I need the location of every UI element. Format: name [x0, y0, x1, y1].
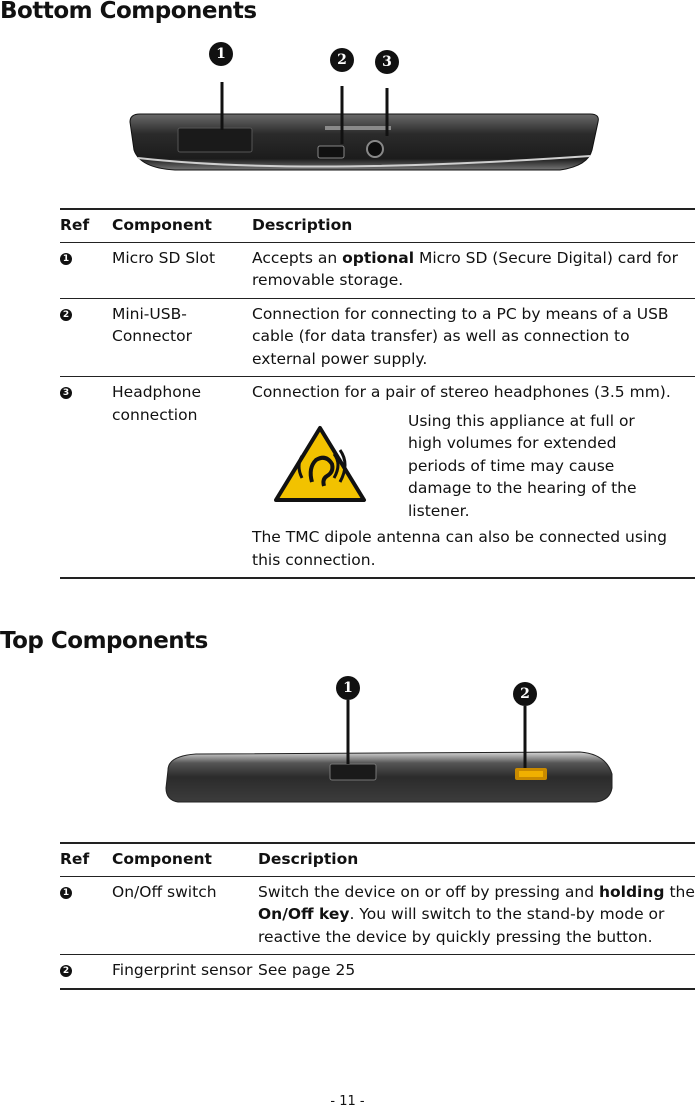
component-name: On/Off switch	[112, 876, 258, 955]
ref-number: 3	[60, 387, 72, 399]
ref-number: 1	[60, 887, 72, 899]
device-bottom-illustration	[0, 40, 695, 200]
header-description: Description	[252, 209, 695, 242]
bottom-components-table	[60, 208, 695, 579]
section-title-top: Top Components	[0, 628, 208, 654]
callout-2: 2	[513, 682, 537, 706]
component-name: Micro SD Slot	[112, 242, 252, 298]
component-description: Connection for a pair of stereo headphones (3.5 mm). Using this appliance at full or high volumes for extended periods of time may cause damage to the hearing of the listener. The TMC dipole antenna can also be connected using this connection.	[252, 377, 695, 579]
callout-2: 2	[330, 48, 354, 72]
table-header-row	[60, 209, 695, 242]
header-ref: Ref	[60, 209, 112, 242]
header-description: Description	[258, 843, 695, 876]
header-ref: Ref	[60, 843, 112, 876]
component-description: Connection for connecting to a PC by means of a USB cable (for data transfer) as well as connection to external power supply.	[252, 298, 695, 377]
device-top-figure	[0, 670, 695, 820]
warning-text: Using this appliance at full or high volumes for extended periods of time may cause damage to the hearing of the listener.	[408, 411, 637, 520]
ref-number: 2	[60, 309, 72, 321]
component-name: Mini-USB-Connector	[112, 298, 252, 377]
callout-3: 3	[375, 50, 399, 74]
table-row	[60, 242, 695, 298]
page-number: - 11 -	[330, 1094, 365, 1109]
device-top-illustration	[0, 670, 695, 820]
component-description: See page 25	[258, 955, 695, 989]
header-component: Component	[112, 843, 258, 876]
table-header-row	[60, 843, 695, 876]
ref-number: 1	[60, 253, 72, 265]
table-row	[60, 298, 695, 377]
ref-number: 2	[60, 965, 72, 977]
device-bottom-figure	[0, 40, 695, 200]
component-description: Switch the device on or off by pressing and holding the On/Off key. You will switch to the stand-by mode or reactive the device by quickly pressing the button.	[258, 876, 695, 955]
table-row	[60, 876, 695, 955]
component-description: Accepts an optional Micro SD (Secure Digital) card for removable storage.	[252, 242, 695, 298]
antenna-note: The TMC dipole antenna can also be connected using this connection.	[252, 528, 667, 569]
callout-1: 1	[336, 676, 360, 700]
section-title-bottom: Bottom Components	[0, 0, 257, 24]
table-row	[60, 377, 695, 579]
hearing-warning	[252, 410, 695, 523]
component-name: Headphone connection	[112, 377, 252, 579]
top-components-table	[60, 842, 695, 990]
hearing-warning-icon	[272, 424, 368, 504]
callout-1: 1	[209, 42, 233, 66]
component-name: Fingerprint sensor	[112, 955, 258, 989]
header-component: Component	[112, 209, 252, 242]
table-row	[60, 955, 695, 989]
